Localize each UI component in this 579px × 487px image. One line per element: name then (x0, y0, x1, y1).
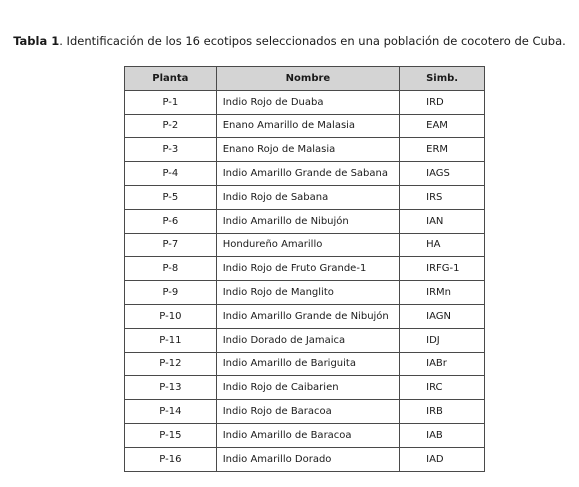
header-simb: Simb. (400, 67, 485, 91)
table-row (125, 114, 485, 138)
cell-simb: IRS (400, 185, 485, 209)
table-row (125, 400, 485, 424)
cell-planta: P-11 (125, 328, 217, 352)
caption-label: Tabla 1 (13, 34, 60, 48)
table-row (125, 90, 485, 114)
cell-planta: P-15 (125, 423, 217, 447)
cell-simb: IAN (400, 209, 485, 233)
cell-simb: ERM (400, 138, 485, 162)
cell-nombre: Indio Rojo de Baracoa (216, 400, 399, 424)
table-row (125, 304, 485, 328)
cell-simb: IDJ (400, 328, 485, 352)
table-body (125, 90, 485, 471)
cell-planta: P-13 (125, 376, 217, 400)
cell-nombre: Indio Amarillo Grande de Sabana (216, 162, 399, 186)
cell-planta: P-16 (125, 447, 217, 471)
cell-nombre: Hondureño Amarillo (216, 233, 399, 257)
cell-nombre: Indio Rojo de Caibarien (216, 376, 399, 400)
table-row (125, 209, 485, 233)
cell-planta: P-4 (125, 162, 217, 186)
table-row (125, 376, 485, 400)
header-nombre: Nombre (216, 67, 399, 91)
cell-nombre: Indio Amarillo de Baracoa (216, 423, 399, 447)
cell-simb: HA (400, 233, 485, 257)
cell-simb: IABr (400, 352, 485, 376)
cell-simb: IAD (400, 447, 485, 471)
cell-nombre: Indio Rojo de Manglito (216, 281, 399, 305)
cell-simb: IAGN (400, 304, 485, 328)
cell-simb: IAB (400, 423, 485, 447)
cell-nombre: Indio Rojo de Duaba (216, 90, 399, 114)
table-row (125, 257, 485, 281)
cell-simb: IAGS (400, 162, 485, 186)
cell-nombre: Indio Amarillo Dorado (216, 447, 399, 471)
cell-planta: P-7 (125, 233, 217, 257)
cell-nombre: Enano Amarillo de Malasia (216, 114, 399, 138)
cell-nombre: Indio Rojo de Fruto Grande-1 (216, 257, 399, 281)
table-row (125, 281, 485, 305)
cell-nombre: Indio Amarillo Grande de Nibujón (216, 304, 399, 328)
table-row (125, 162, 485, 186)
table-row (125, 447, 485, 471)
table-row (125, 423, 485, 447)
table-row (125, 185, 485, 209)
cell-planta: P-12 (125, 352, 217, 376)
cell-planta: P-14 (125, 400, 217, 424)
table-row (125, 233, 485, 257)
cell-planta: P-8 (125, 257, 217, 281)
table-row (125, 138, 485, 162)
cell-planta: P-6 (125, 209, 217, 233)
cell-simb: IRFG-1 (400, 257, 485, 281)
cell-simb: IRB (400, 400, 485, 424)
cell-planta: P-1 (125, 90, 217, 114)
table-header-row (125, 67, 485, 91)
cell-nombre: Enano Rojo de Malasia (216, 138, 399, 162)
header-planta: Planta (125, 67, 217, 91)
ecotypes-table (124, 66, 485, 472)
cell-nombre: Indio Dorado de Jamaica (216, 328, 399, 352)
cell-simb: IRD (400, 90, 485, 114)
cell-planta: P-9 (125, 281, 217, 305)
cell-simb: IRC (400, 376, 485, 400)
table-caption (0, 34, 579, 48)
cell-planta: P-10 (125, 304, 217, 328)
cell-simb: EAM (400, 114, 485, 138)
cell-nombre: Indio Amarillo de Bariguita (216, 352, 399, 376)
cell-simb: IRMn (400, 281, 485, 305)
table-row (125, 328, 485, 352)
caption-text: . Identificación de los 16 ecotipos seleccionados en una población de cocotero de Cuba. (59, 34, 566, 48)
cell-nombre: Indio Amarillo de Nibujón (216, 209, 399, 233)
cell-planta: P-2 (125, 114, 217, 138)
cell-planta: P-3 (125, 138, 217, 162)
cell-nombre: Indio Rojo de Sabana (216, 185, 399, 209)
table-row (125, 352, 485, 376)
cell-planta: P-5 (125, 185, 217, 209)
